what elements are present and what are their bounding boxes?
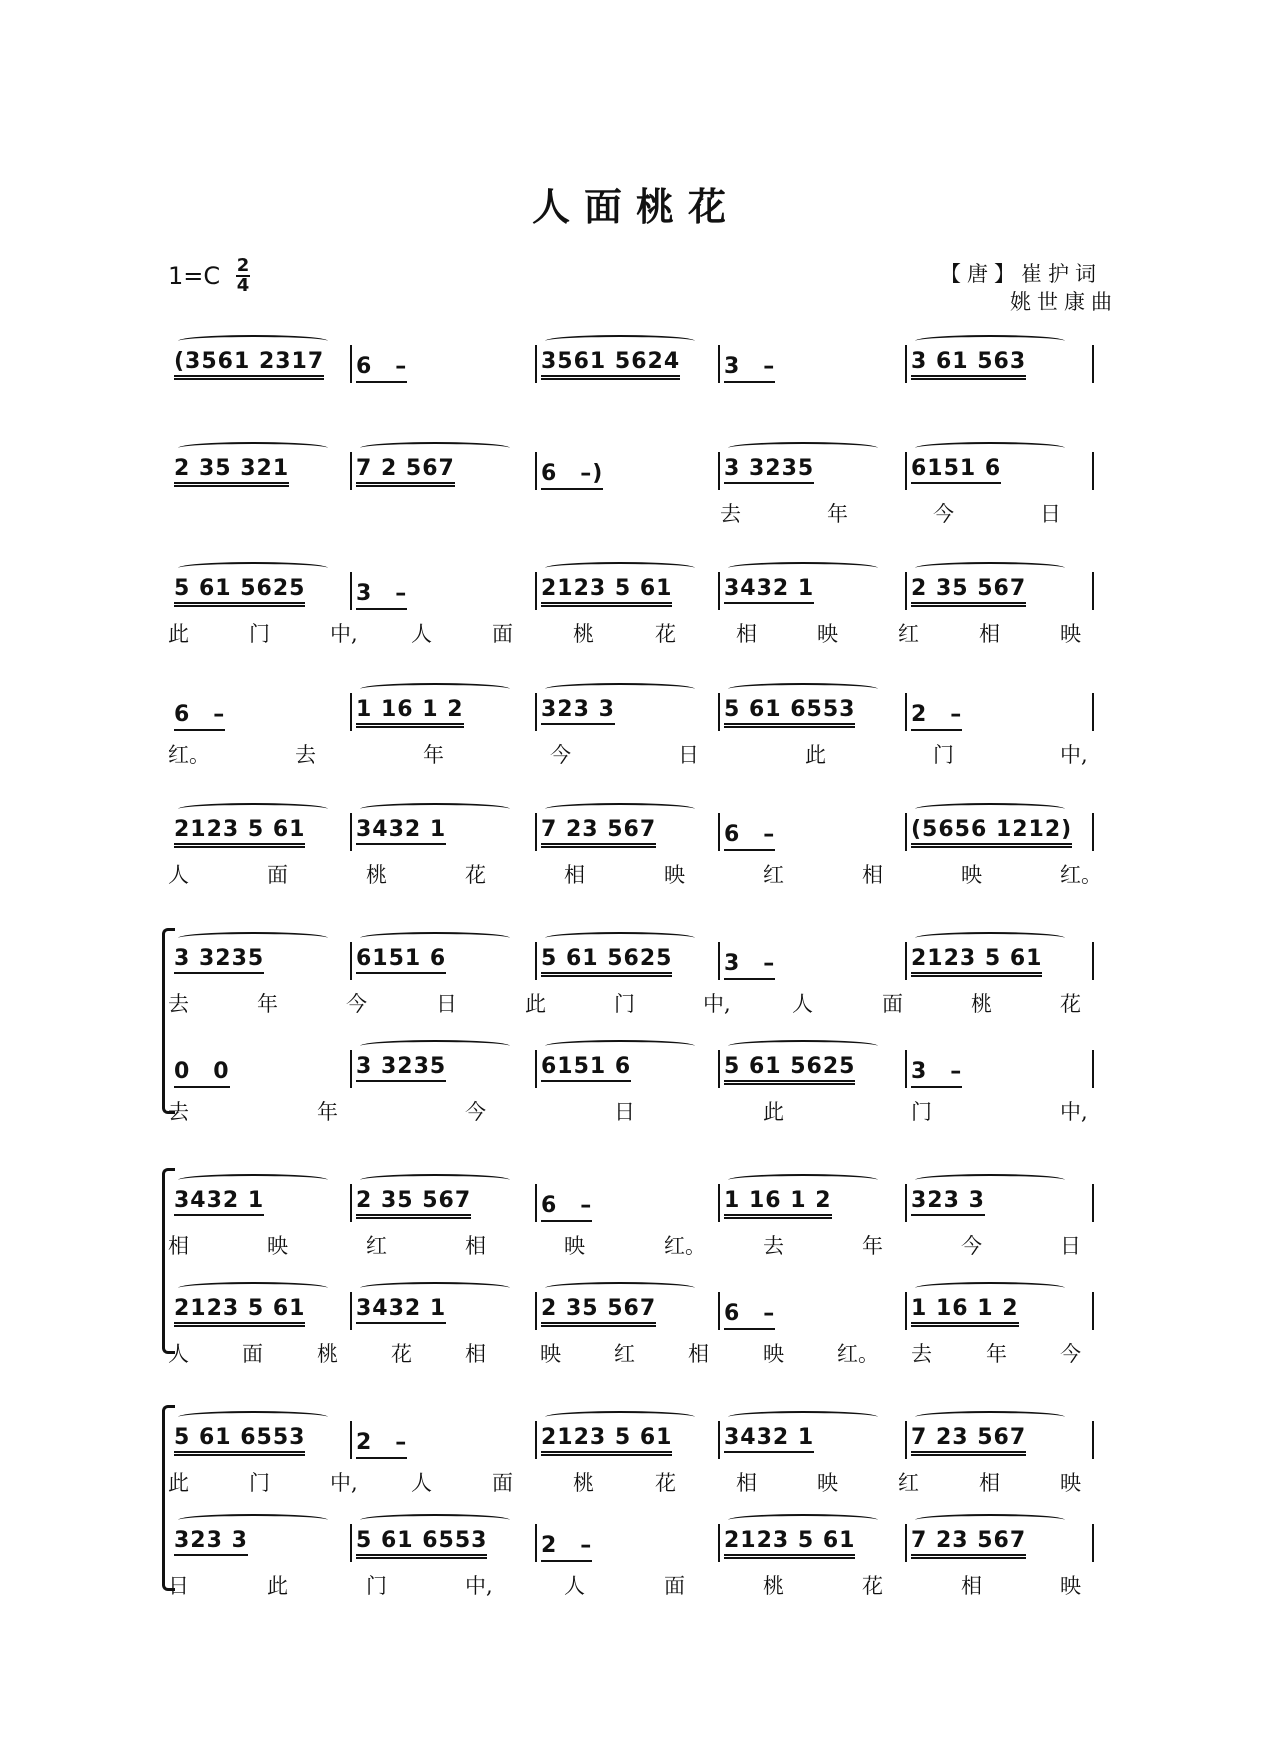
measure: 6 – [724, 1296, 775, 1330]
lyrics-line [0, 1570, 1272, 1600]
bar-line [1092, 1292, 1094, 1330]
measure: 3 – [356, 576, 407, 610]
bar-line [905, 1292, 907, 1330]
lyric-word: 门 [614, 992, 635, 1016]
lyrics-line [0, 739, 1272, 769]
measure: 7 23 567 [911, 1528, 1026, 1559]
lyric-word: 相 [465, 1234, 486, 1258]
slur-mark [360, 683, 510, 695]
lyric-word: 去 [168, 1100, 189, 1124]
slur-mark [360, 1040, 510, 1052]
slur-mark [178, 335, 328, 347]
measure: 3 3235 [724, 456, 814, 484]
slur-mark [360, 442, 510, 454]
measure: 0 0 [174, 1054, 230, 1088]
lyrics-line [0, 988, 1272, 1018]
slur-mark [915, 562, 1065, 574]
lyrics-line [0, 498, 1272, 528]
lyrics-line [0, 1338, 1272, 1368]
measure: 6 –) [541, 456, 603, 490]
measure: (5656 1212) [911, 817, 1072, 848]
bar-line [535, 345, 537, 383]
bar-line [535, 1050, 537, 1088]
lyric-word: 去 [911, 1342, 932, 1366]
measure: 6 – [541, 1188, 592, 1222]
lyric-word: 桃 [573, 1471, 594, 1495]
notes-line [0, 813, 1272, 853]
bar-line [905, 942, 907, 980]
lyric-word: 花 [862, 1574, 883, 1598]
slur-mark [545, 683, 695, 695]
notes-line [0, 572, 1272, 612]
lyric-word: 映 [961, 863, 982, 887]
bar-line [535, 572, 537, 610]
bar-line [905, 1421, 907, 1459]
measure: 323 3 [541, 697, 615, 725]
measure: 3 61 563 [911, 349, 1026, 380]
lyric-word: 映 [540, 1342, 561, 1366]
lyrics-line [0, 1230, 1272, 1260]
lyric-word: 红。 [1060, 863, 1102, 887]
lyric-word: 今 [550, 743, 571, 767]
key-signature: 1=C [168, 262, 221, 290]
measure: 5 61 5625 [174, 576, 305, 607]
lyric-word: 今 [1060, 1342, 1081, 1366]
measure: 3 – [724, 946, 775, 980]
slur-mark [178, 1514, 328, 1526]
measure: 2123 5 61 [541, 1425, 672, 1456]
lyric-word: 相 [168, 1234, 189, 1258]
lyric-word: 中, [330, 1471, 358, 1495]
measure: 5 61 6553 [356, 1528, 487, 1559]
slur-mark [728, 1174, 878, 1186]
bar-line [718, 345, 720, 383]
slur-mark [915, 335, 1065, 347]
lyric-word: 日 [1060, 1234, 1081, 1258]
lyric-word: 桃 [971, 992, 992, 1016]
time-signature [236, 255, 250, 296]
lyricist-credit: 【唐】崔护词 [940, 262, 1102, 286]
bar-line [718, 1184, 720, 1222]
bar-line [350, 1050, 352, 1088]
measure: 5 61 6553 [174, 1425, 305, 1456]
bar-line [350, 693, 352, 731]
slur-mark [728, 442, 878, 454]
bar-line [718, 572, 720, 610]
lyric-word: 日 [168, 1574, 189, 1598]
measure: 3561 5624 [541, 349, 680, 380]
slur-mark [545, 1040, 695, 1052]
lyric-word: 去 [720, 502, 741, 526]
lyric-word: 此 [267, 1574, 288, 1598]
measure: 6151 6 [541, 1054, 631, 1082]
bar-line [1092, 1524, 1094, 1562]
lyric-word: 面 [882, 992, 903, 1016]
bar-line [350, 1292, 352, 1330]
lyric-word: 映 [817, 622, 838, 646]
slur-mark [360, 1174, 510, 1186]
lyrics-line [0, 859, 1272, 889]
slur-mark [178, 1282, 328, 1294]
lyric-word: 门 [249, 1471, 270, 1495]
lyric-word: 门 [249, 622, 270, 646]
bar-line [1092, 345, 1094, 383]
score-title: 人面桃花 [531, 184, 740, 229]
notes-line [0, 452, 1272, 492]
bar-line [718, 452, 720, 490]
slur-mark [178, 442, 328, 454]
lyric-word: 红。 [664, 1234, 706, 1258]
lyric-word: 花 [655, 622, 676, 646]
measure: 2123 5 61 [911, 946, 1042, 977]
measure: 2 35 567 [911, 576, 1026, 607]
lyric-word: 今 [465, 1100, 486, 1124]
lyric-word: 人 [168, 863, 189, 887]
lyric-word: 此 [168, 1471, 189, 1495]
bar-line [350, 1184, 352, 1222]
measure: 3432 1 [724, 576, 814, 604]
bar-line [535, 813, 537, 851]
bar-line [905, 572, 907, 610]
slur-mark [360, 1514, 510, 1526]
measure: 3432 1 [356, 1296, 446, 1324]
slur-mark [545, 335, 695, 347]
slur-mark [915, 1282, 1065, 1294]
bar-line [905, 345, 907, 383]
slur-mark [360, 803, 510, 815]
lyric-word: 日 [678, 743, 699, 767]
bar-line [1092, 1421, 1094, 1459]
bar-line [905, 1050, 907, 1088]
measure: 6151 6 [356, 946, 446, 974]
bar-line [1092, 1184, 1094, 1222]
bar-line [905, 452, 907, 490]
measure: 3432 1 [724, 1425, 814, 1453]
lyric-word: 今 [346, 992, 367, 1016]
lyric-word: 中, [465, 1574, 493, 1598]
lyric-word: 此 [525, 992, 546, 1016]
measure: 3 – [724, 349, 775, 383]
bar-line [350, 1421, 352, 1459]
lyric-word: 相 [564, 863, 585, 887]
bar-line [350, 345, 352, 383]
slur-mark [545, 1411, 695, 1423]
slur-mark [728, 1040, 878, 1052]
lyric-word: 映 [1060, 1574, 1081, 1598]
lyric-word: 人 [564, 1574, 585, 1598]
slur-mark [915, 442, 1065, 454]
measure: 1 16 1 2 [356, 697, 464, 728]
notes-line [0, 345, 1272, 385]
slur-mark [915, 932, 1065, 944]
bar-line [718, 1292, 720, 1330]
lyric-word: 花 [655, 1471, 676, 1495]
lyrics-line [0, 1467, 1272, 1497]
measure: 3 3235 [356, 1054, 446, 1082]
bar-line [350, 813, 352, 851]
bar-line [1092, 1050, 1094, 1088]
bar-line [350, 942, 352, 980]
lyrics-line [0, 618, 1272, 648]
measure: 2 – [356, 1425, 407, 1459]
measure: 323 3 [911, 1188, 985, 1216]
notes-line [0, 1184, 1272, 1224]
lyric-word: 映 [1060, 622, 1081, 646]
measure: 5 61 5625 [541, 946, 672, 977]
measure: 2123 5 61 [724, 1528, 855, 1559]
lyric-word: 红 [898, 1471, 919, 1495]
measure: 323 3 [174, 1528, 248, 1556]
lyric-word: 红。 [168, 743, 210, 767]
bar-line [718, 1421, 720, 1459]
notes-line [0, 693, 1272, 733]
lyric-word: 面 [492, 622, 513, 646]
measure: 7 2 567 [356, 456, 455, 487]
bar-line [1092, 572, 1094, 610]
measure: 6 – [174, 697, 225, 731]
slur-mark [728, 1514, 878, 1526]
lyric-word: 面 [492, 1471, 513, 1495]
lyric-word: 面 [267, 863, 288, 887]
time-numerator: 2 [236, 255, 250, 276]
slur-mark [728, 562, 878, 574]
slur-mark [360, 932, 510, 944]
measure: (3561 2317 [174, 349, 324, 380]
bar-line [535, 1524, 537, 1562]
measure: 2123 5 61 [174, 1296, 305, 1327]
lyric-word: 相 [736, 1471, 757, 1495]
notes-line [0, 1292, 1272, 1332]
lyric-word: 桃 [573, 622, 594, 646]
measure: 2123 5 61 [174, 817, 305, 848]
notes-line [0, 1524, 1272, 1564]
slur-mark [915, 1411, 1065, 1423]
lyric-word: 相 [736, 622, 757, 646]
lyric-word: 今 [933, 502, 954, 526]
lyric-word: 日 [1040, 502, 1061, 526]
bar-line [350, 452, 352, 490]
slur-mark [545, 562, 695, 574]
bar-line [535, 1421, 537, 1459]
lyric-word: 映 [564, 1234, 585, 1258]
lyric-word: 日 [614, 1100, 635, 1124]
lyric-word: 面 [242, 1342, 263, 1366]
lyric-word: 花 [1060, 992, 1081, 1016]
slur-mark [915, 1514, 1065, 1526]
lyric-word: 红。 [837, 1342, 879, 1366]
lyric-word: 年 [862, 1234, 883, 1258]
bar-line [535, 1184, 537, 1222]
slur-mark [545, 803, 695, 815]
lyric-word: 相 [979, 622, 1000, 646]
lyric-word: 年 [423, 743, 444, 767]
bar-line [718, 1050, 720, 1088]
measure: 1 16 1 2 [911, 1296, 1019, 1327]
lyric-word: 花 [465, 863, 486, 887]
measure: 5 61 5625 [724, 1054, 855, 1085]
lyric-word: 中, [1060, 1100, 1088, 1124]
measure: 2 – [541, 1528, 592, 1562]
slur-mark [545, 932, 695, 944]
lyric-word: 门 [933, 743, 954, 767]
slur-mark [178, 1411, 328, 1423]
measure: 1 16 1 2 [724, 1188, 832, 1219]
slur-mark [915, 803, 1065, 815]
bar-line [718, 693, 720, 731]
measure: 6 – [724, 817, 775, 851]
lyric-word: 门 [911, 1100, 932, 1124]
lyric-word: 面 [664, 1574, 685, 1598]
lyric-word: 门 [366, 1574, 387, 1598]
slur-mark [915, 1174, 1065, 1186]
lyric-word: 中, [330, 622, 358, 646]
lyric-word: 今 [961, 1234, 982, 1258]
lyric-word: 年 [317, 1100, 338, 1124]
lyric-word: 桃 [763, 1574, 784, 1598]
lyric-word: 映 [763, 1342, 784, 1366]
lyric-word: 此 [168, 622, 189, 646]
notes-line [0, 1421, 1272, 1461]
slur-mark [728, 683, 878, 695]
lyric-word: 相 [688, 1342, 709, 1366]
lyric-word: 红 [366, 1234, 387, 1258]
lyric-word: 去 [168, 992, 189, 1016]
bar-line [905, 1524, 907, 1562]
lyric-word: 映 [1060, 1471, 1081, 1495]
bar-line [535, 452, 537, 490]
lyric-word: 人 [411, 1471, 432, 1495]
lyric-word: 中, [703, 992, 731, 1016]
measure: 2123 5 61 [541, 576, 672, 607]
measure: 7 23 567 [911, 1425, 1026, 1456]
slur-mark [728, 1411, 878, 1423]
measure: 6 – [356, 349, 407, 383]
slur-mark [545, 1282, 695, 1294]
bar-line [350, 1524, 352, 1562]
measure: 2 35 567 [356, 1188, 471, 1219]
slur-mark [178, 1174, 328, 1186]
measure: 3432 1 [356, 817, 446, 845]
lyric-word: 去 [763, 1234, 784, 1258]
bar-line [905, 693, 907, 731]
lyrics-line [0, 1096, 1272, 1126]
measure: 3432 1 [174, 1188, 264, 1216]
bar-line [905, 1184, 907, 1222]
lyric-word: 年 [257, 992, 278, 1016]
lyric-word: 中, [1060, 743, 1088, 767]
measure: 2 35 321 [174, 456, 289, 487]
lyric-word: 去 [295, 743, 316, 767]
notes-line [0, 942, 1272, 982]
slur-mark [178, 932, 328, 944]
lyric-word: 映 [267, 1234, 288, 1258]
lyric-word: 桃 [366, 863, 387, 887]
bar-line [1092, 942, 1094, 980]
measure: 2 35 567 [541, 1296, 656, 1327]
lyric-word: 红 [763, 863, 784, 887]
lyric-word: 花 [391, 1342, 412, 1366]
measure: 3 3235 [174, 946, 264, 974]
time-denominator: 4 [236, 275, 250, 296]
bar-line [1092, 452, 1094, 490]
lyric-word: 映 [664, 863, 685, 887]
lyric-word: 相 [961, 1574, 982, 1598]
bar-line [718, 942, 720, 980]
lyric-word: 相 [465, 1342, 486, 1366]
lyric-word: 人 [168, 1342, 189, 1366]
lyric-word: 映 [817, 1471, 838, 1495]
bar-line [535, 1292, 537, 1330]
bar-line [718, 813, 720, 851]
lyric-word: 红 [614, 1342, 635, 1366]
bar-line [350, 572, 352, 610]
lyric-word: 此 [763, 1100, 784, 1124]
slur-mark [360, 1282, 510, 1294]
bar-line [718, 1524, 720, 1562]
lyric-word: 此 [805, 743, 826, 767]
measure: 3 – [911, 1054, 962, 1088]
lyric-word: 人 [411, 622, 432, 646]
measure: 5 61 6553 [724, 697, 855, 728]
lyric-word: 桃 [317, 1342, 338, 1366]
bar-line [535, 693, 537, 731]
bar-line [1092, 693, 1094, 731]
lyric-word: 年 [986, 1342, 1007, 1366]
measure: 6151 6 [911, 456, 1001, 484]
composer-credit: 姚世康曲 [1010, 290, 1118, 314]
bar-line [535, 942, 537, 980]
slur-mark [178, 562, 328, 574]
lyric-word: 日 [436, 992, 457, 1016]
measure: 2 – [911, 697, 962, 731]
lyric-word: 相 [862, 863, 883, 887]
measure: 7 23 567 [541, 817, 656, 848]
lyric-word: 人 [792, 992, 813, 1016]
notes-line [0, 1050, 1272, 1090]
slur-mark [178, 803, 328, 815]
lyric-word: 红 [898, 622, 919, 646]
lyric-word: 相 [979, 1471, 1000, 1495]
lyric-word: 年 [827, 502, 848, 526]
bar-line [1092, 813, 1094, 851]
bar-line [905, 813, 907, 851]
